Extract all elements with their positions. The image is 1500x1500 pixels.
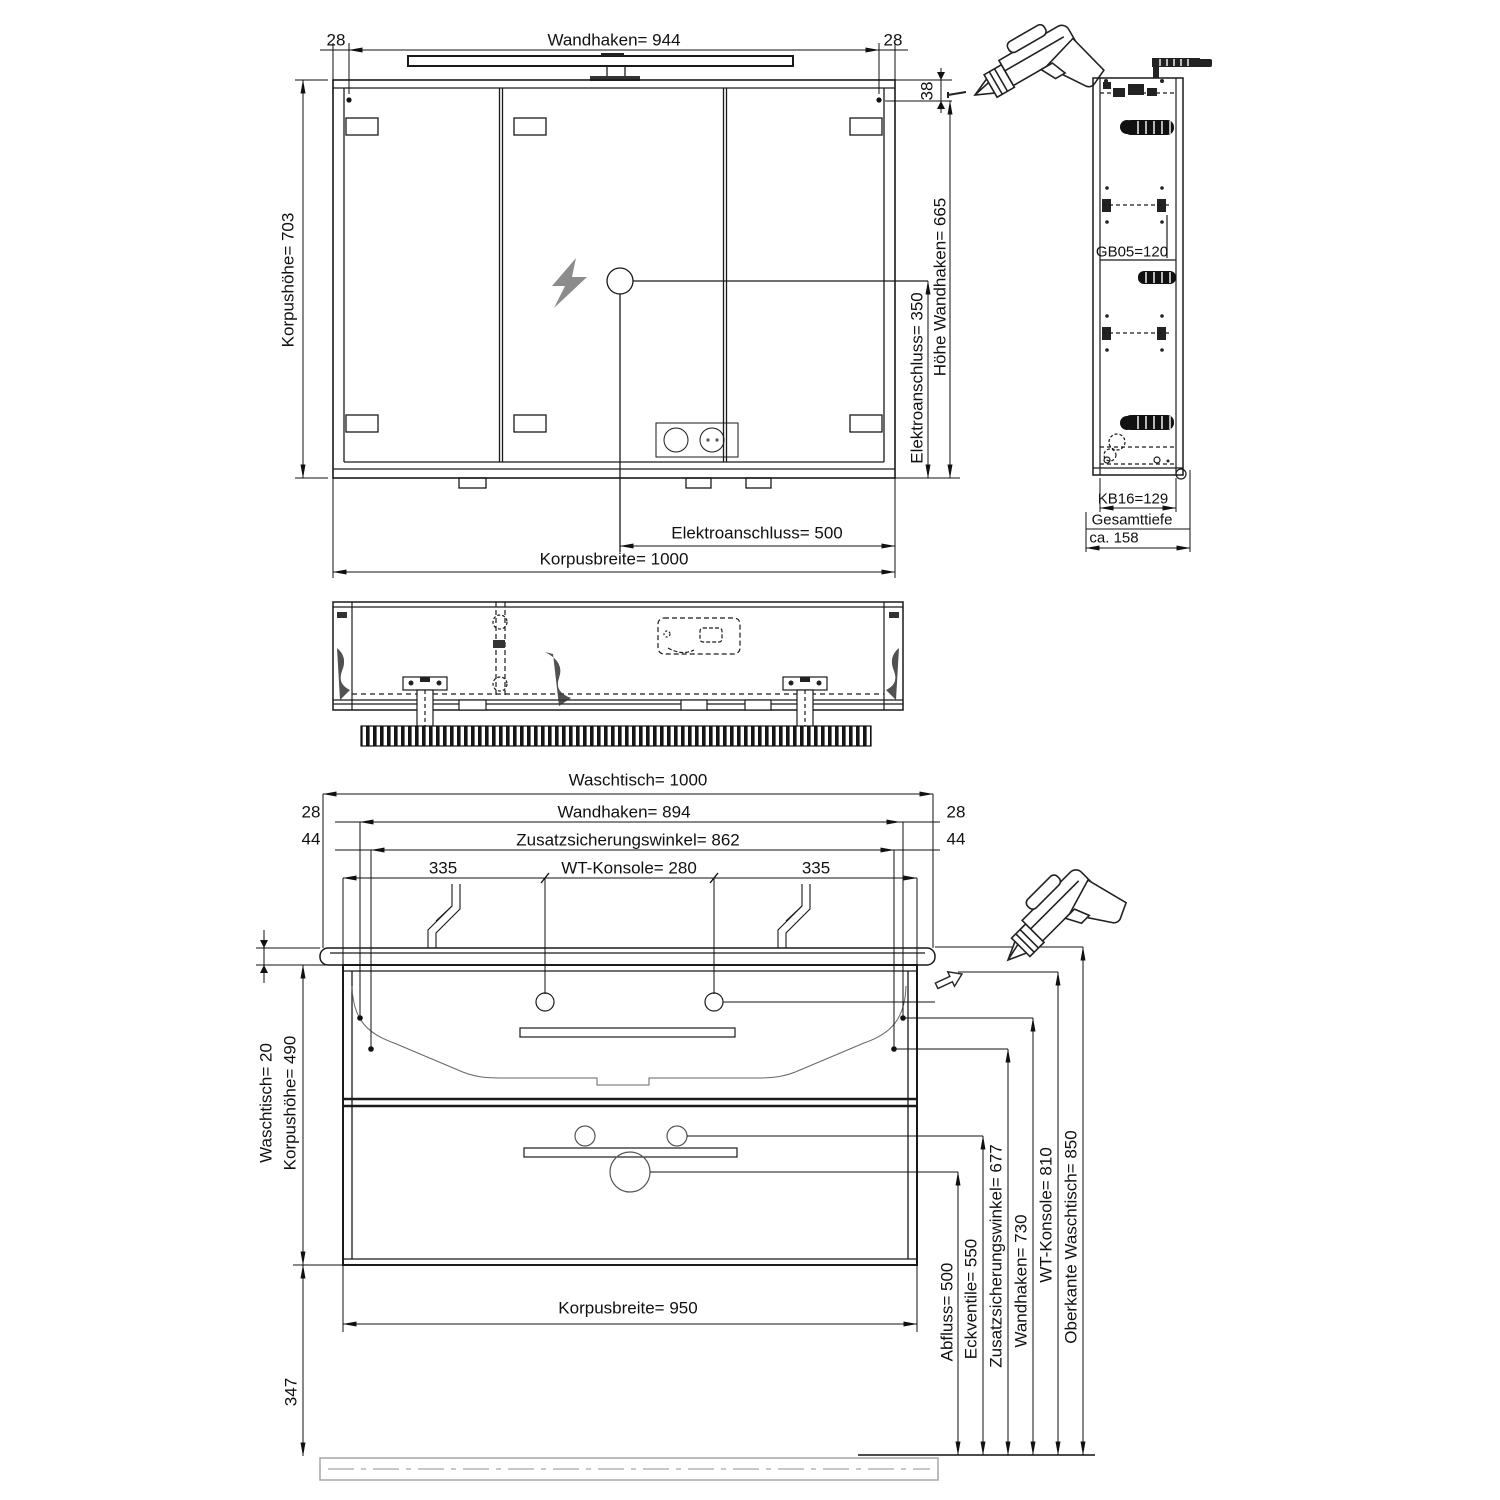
dim-label-wt-konsole-280: WT-Konsole= 280 [561, 858, 697, 878]
dim-label-elektroanschluss-500: Elektroanschluss= 500 [671, 523, 843, 543]
mirror-cabinet-front-view [333, 53, 928, 552]
dim-label-waschtisch-20: Waschtisch= 20 [256, 1043, 276, 1163]
wall-bracket-icon [1152, 58, 1212, 78]
dim-label-zusatz-677: Zusatzsicherungswinkel= 677 [986, 1144, 1006, 1368]
dim-label-eckventile-550: Eckventile= 550 [961, 1238, 981, 1360]
drill-icon [948, 8, 1108, 139]
electrical-connection-point [607, 268, 928, 552]
dim-label-offset-right-28: 28 [883, 30, 903, 50]
console-bolt-left [536, 993, 554, 1011]
shelf-pins [1102, 186, 1172, 352]
lightning-bolt-icon [552, 258, 587, 308]
light-fixture [408, 53, 793, 81]
mirror-cabinet-side-view [1093, 58, 1212, 479]
cabinet-top-view [333, 602, 903, 746]
dim-label-335-left: 335 [428, 858, 458, 878]
dim-label-gesamttiefe: Gesamttiefe [1091, 511, 1173, 529]
dim-label-hoehe-wandhaken-665: Höhe Wandhaken= 665 [930, 197, 950, 377]
drain-circle [610, 1152, 650, 1192]
dim-label-zusatz-862: Zusatzsicherungswinkel= 862 [516, 830, 740, 850]
dim-label-38: 38 [917, 81, 937, 101]
drawer-handle-top [520, 1028, 735, 1037]
dim-label-kb16: KB16=129 [1097, 490, 1169, 508]
dim-label-v28-left: 28 [301, 802, 321, 822]
dim-label-wandhaken-730: Wandhaken= 730 [1011, 1214, 1031, 1348]
dim-label-wandhaken-944: Wandhaken= 944 [547, 30, 681, 50]
corner-valve-right [667, 1126, 687, 1146]
light-strip-hatched [361, 726, 871, 746]
dim-label-offset-left-28: 28 [326, 30, 346, 50]
dim-label-korpusbreite-950: Korpusbreite= 950 [558, 1298, 698, 1318]
dim-label-v44-right: 44 [946, 829, 966, 849]
dim-label-gb05: GB05=120 [1095, 243, 1169, 261]
dim-label-waschtisch-1000: Waschtisch= 1000 [568, 770, 708, 790]
dim-label-v44-left: 44 [301, 829, 321, 849]
dim-label-335-right: 335 [801, 858, 831, 878]
washbasin [320, 948, 935, 965]
dim-label-abfluss-500: Abfluss= 500 [937, 1262, 957, 1362]
corner-valve-left [575, 1126, 595, 1146]
basin-bowl-outline [352, 986, 906, 1085]
double-socket-icon [656, 423, 738, 457]
wall-hook-icons [428, 884, 810, 948]
dim-label-347: 347 [281, 1377, 301, 1407]
console-bolt-right [705, 993, 723, 1011]
dim-label-korpushoehe-703: Korpushöhe= 703 [278, 212, 298, 348]
dim-label-ca-158: ca. 158 [1089, 529, 1139, 547]
dim-label-korpusbreite-1000: Korpusbreite= 1000 [539, 549, 689, 569]
front-view-dimensions [295, 43, 960, 578]
dim-label-korpushoehe-490: Korpushöhe= 490 [280, 1035, 300, 1171]
dim-label-oberkante-850: Oberkante Waschtisch= 850 [1061, 1130, 1081, 1344]
hinge-plates [346, 118, 882, 432]
floor-slab [320, 1458, 938, 1480]
wall-anchor-icons [1120, 120, 1176, 430]
vanity-cabinet [343, 965, 917, 1265]
drill-icon-vanity [933, 852, 1131, 996]
vanity-view [320, 884, 938, 1480]
dim-label-wandhaken-894: Wandhaken= 894 [557, 802, 691, 822]
dim-label-wt-konsole-810: WT-Konsole= 810 [1036, 1147, 1056, 1283]
dim-label-v28-right: 28 [946, 802, 966, 822]
dim-label-elektroanschluss-350: Elektroanschluss= 350 [907, 292, 927, 464]
